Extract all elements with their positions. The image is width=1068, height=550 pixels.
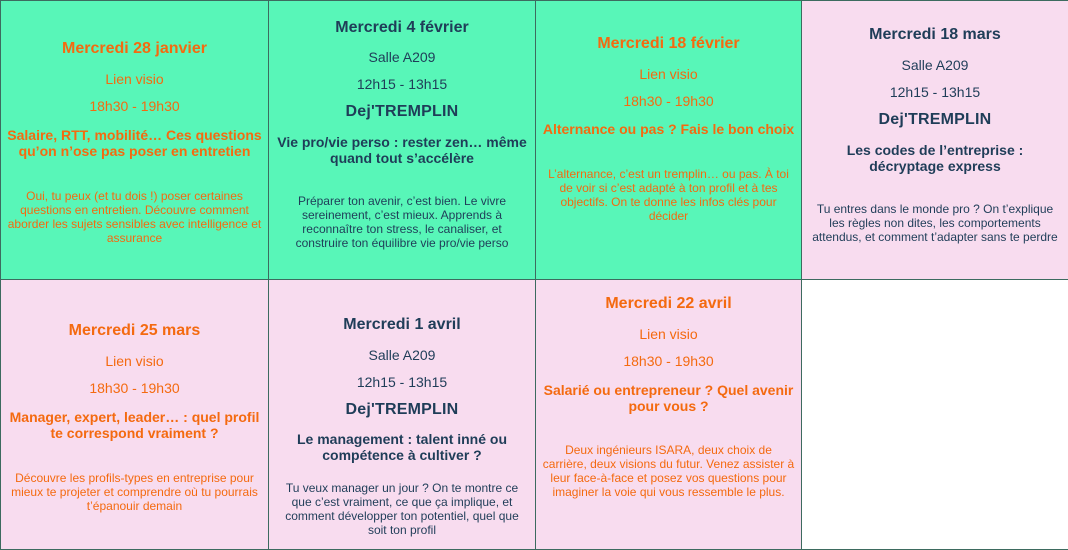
- event-topic: Manager, expert, leader… : quel profil te correspond vraiment ?: [9, 409, 260, 441]
- event-topic: Les codes de l’entreprise : décryptage express: [846, 142, 1024, 174]
- event-card-1-avril: [268, 279, 536, 550]
- event-card-28-janvier: [0, 0, 269, 280]
- event-time: 18h30 - 19h30: [89, 98, 180, 114]
- event-card-25-mars: [0, 279, 269, 550]
- event-brand: Dej'TREMPLIN: [345, 401, 459, 418]
- event-time: 12h15 - 13h15: [356, 76, 448, 92]
- event-date: Mercredi 25 mars: [68, 322, 201, 339]
- event-brand: Dej'TREMPLIN: [878, 111, 992, 128]
- event-time: 12h15 - 13h15: [356, 374, 448, 390]
- event-topic: Salarié ou entrepreneur ? Quel avenir pour vous ?: [543, 382, 794, 414]
- event-description: L’alternance, c’est un tremplin… ou pas. À toi de voir si c’est adapté à ton profil et à tes objectifs. On te donne les infos clés pour décider: [548, 167, 789, 223]
- event-date: Mercredi 18 mars: [869, 26, 1001, 43]
- event-topic: Salaire, RTT, mobilité… Ces questions qu’on n’ose pas poser en entretien: [7, 127, 262, 159]
- event-date: Mercredi 18 février: [597, 35, 740, 52]
- event-location: Salle A209: [901, 57, 969, 73]
- event-brand: Dej'TREMPLIN: [345, 103, 459, 120]
- event-card-18-mars: [801, 0, 1068, 280]
- event-location: Lien visio: [639, 326, 698, 342]
- event-description: Tu veux manager un jour ? On te montre ce que c’est vraiment, ce que ça implique, et comment développer ton potentiel, quel que soit ton profil: [285, 481, 519, 537]
- event-location: Salle A209: [368, 347, 436, 363]
- event-topic: Alternance ou pas ? Fais le bon choix: [542, 121, 795, 137]
- event-date: Mercredi 4 février: [335, 19, 469, 36]
- empty-cell: [801, 279, 1068, 550]
- event-topic: Le management : talent inné ou compétence à cultiver ?: [296, 431, 508, 463]
- event-location: Salle A209: [368, 49, 436, 65]
- event-location: Lien visio: [105, 353, 164, 369]
- event-description: Découvre les profils-types en entreprise pour mieux te projeter et comprendre où tu pourrais t’épanouir demain: [11, 471, 258, 513]
- event-card-18-fevrier: [535, 0, 802, 280]
- event-description: Préparer ton avenir, c’est bien. Le vivre sereinement, c’est mieux. Apprends à reconnaître ton stress, le canaliser, et construire ton équilibre vie pro/vie perso: [295, 194, 509, 250]
- event-time: 18h30 - 19h30: [89, 380, 180, 396]
- event-location: Lien visio: [105, 71, 164, 87]
- event-topic: Vie pro/vie perso : rester zen… même quand tout s’accélère: [277, 134, 527, 166]
- event-description: Oui, tu peux (et tu dois !) poser certaines questions en entretien. Découvre comment aborder les sujets sensibles avec intelligence et assurance: [7, 189, 262, 245]
- event-date: Mercredi 1 avril: [343, 316, 461, 333]
- event-time: 12h15 - 13h15: [889, 84, 981, 100]
- event-description: Deux ingénieurs ISARA, deux choix de carrière, deux visions du futur. Venez assister à leur face-à-face et posez vos questions pour imaginer la voie qui vous ressemble le plus.: [542, 443, 795, 499]
- event-time: 18h30 - 19h30: [623, 93, 714, 109]
- event-date: Mercredi 28 janvier: [62, 40, 207, 57]
- event-time: 18h30 - 19h30: [623, 353, 714, 369]
- event-card-22-avril: [535, 279, 802, 550]
- event-description: Tu entres dans le monde pro ? On t’explique les règles non dites, les comportements attendus, et comment t’adapter sans te perdre: [812, 202, 1058, 244]
- event-date: Mercredi 22 avril: [605, 295, 732, 312]
- event-location: Lien visio: [639, 66, 698, 82]
- event-card-4-fevrier: [268, 0, 536, 280]
